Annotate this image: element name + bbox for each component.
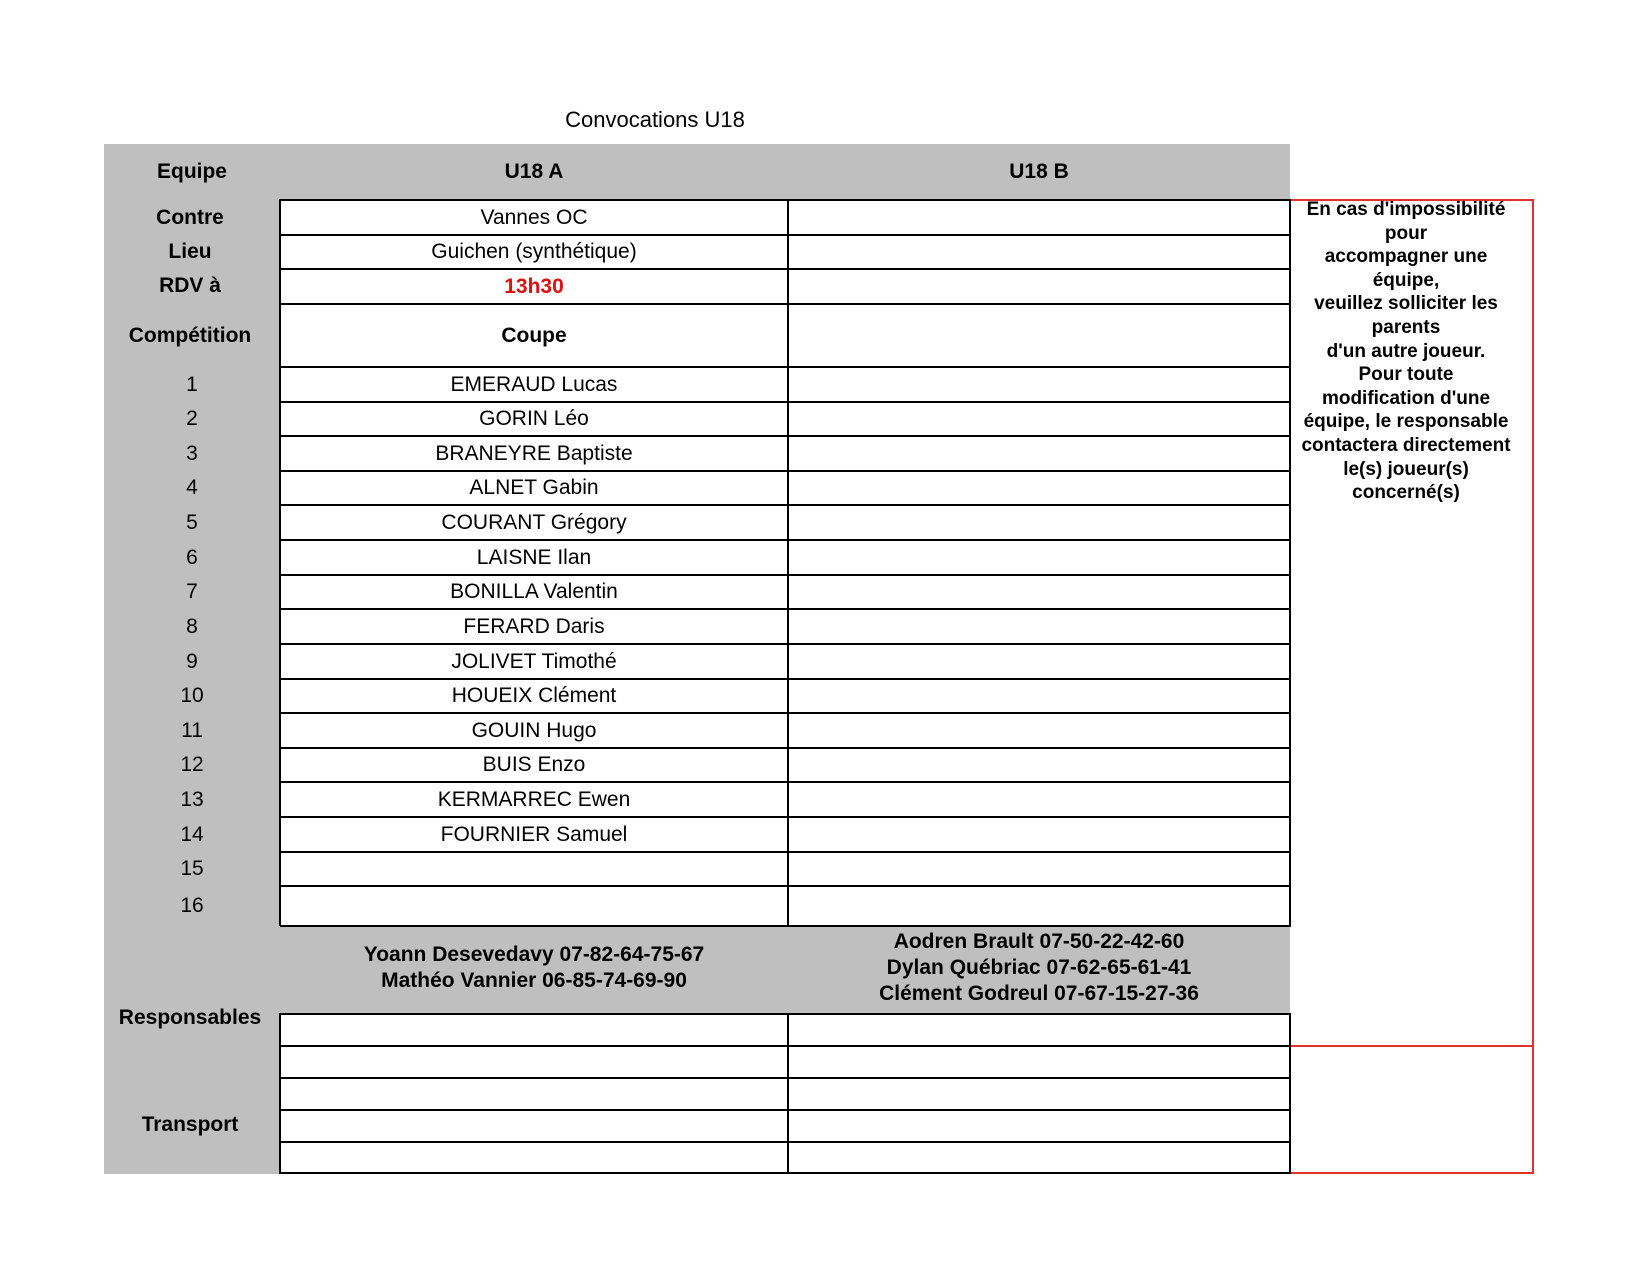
grid-line bbox=[279, 199, 281, 926]
player-team-a: GORIN Léo bbox=[479, 407, 589, 430]
grid-line bbox=[279, 1013, 281, 1174]
contre-team-b bbox=[788, 200, 1290, 235]
player-team-a: FOURNIER Samuel bbox=[440, 822, 628, 846]
responsable-contact: Mathéo Vannier 06-85-74-69-90 bbox=[381, 969, 687, 992]
player-team-a: ALNET Gabin bbox=[469, 476, 599, 499]
grid-line bbox=[280, 747, 1291, 749]
player-team-b bbox=[788, 748, 1290, 782]
note-line: équipe, bbox=[1372, 269, 1440, 291]
note-line: contactera directement bbox=[1301, 434, 1511, 456]
responsables-team-b bbox=[788, 929, 1290, 1007]
note-line: d'un autre joueur. bbox=[1326, 340, 1486, 362]
player-team-b bbox=[788, 817, 1290, 852]
player-number: 3 bbox=[186, 441, 198, 465]
grid-line bbox=[280, 234, 1291, 236]
lieu-team-a: Guichen (synthétique) bbox=[431, 240, 637, 263]
player-number: 16 bbox=[180, 894, 204, 917]
grid-line bbox=[280, 678, 1291, 680]
responsable-contact: Dylan Québriac 07-62-65-61-41 bbox=[886, 956, 1192, 979]
player-team-b bbox=[788, 679, 1290, 713]
note-line: accompagner une bbox=[1324, 246, 1488, 268]
info-note bbox=[1289, 198, 1523, 505]
competition-team-b bbox=[788, 304, 1290, 367]
grid-line bbox=[280, 1013, 1291, 1015]
responsable-contact: Aodren Brault 07-50-22-42-60 bbox=[893, 930, 1185, 953]
player-team-a bbox=[280, 886, 788, 926]
grid-line bbox=[280, 1141, 1291, 1143]
note-line: Pour toute bbox=[1358, 364, 1454, 386]
player-team-b bbox=[788, 540, 1290, 575]
grid-line bbox=[280, 574, 1291, 576]
player-team-b bbox=[788, 575, 1290, 609]
rdv-time-team-b bbox=[788, 269, 1290, 304]
grid-line bbox=[280, 1172, 1291, 1174]
header-equipe-label: Equipe bbox=[156, 160, 227, 183]
grid-line bbox=[280, 885, 1291, 887]
contre-team-a: Vannes OC bbox=[480, 205, 588, 229]
note-border-line bbox=[1532, 199, 1534, 1174]
grid-line bbox=[280, 470, 1291, 472]
grid-line bbox=[1289, 1013, 1291, 1174]
player-number: 7 bbox=[186, 580, 198, 603]
note-line: pour bbox=[1384, 222, 1428, 244]
note-line: parents bbox=[1371, 316, 1441, 338]
note-line: veuillez solliciter les bbox=[1314, 293, 1498, 315]
player-team-b bbox=[788, 782, 1290, 817]
player-team-b bbox=[788, 505, 1290, 540]
player-team-a: KERMARREC Ewen bbox=[437, 787, 631, 811]
grid-line bbox=[787, 1013, 789, 1174]
grid-line bbox=[280, 816, 1291, 818]
note-line: concerné(s) bbox=[1352, 482, 1460, 504]
player-number: 14 bbox=[180, 822, 204, 846]
grid-line bbox=[280, 851, 1291, 853]
responsables-team-a bbox=[280, 942, 788, 994]
page-title: Convocations U18 bbox=[565, 107, 745, 132]
player-team-a: BUIS Enzo bbox=[482, 753, 586, 776]
label-rdv: RDV à bbox=[159, 274, 221, 297]
label-transport: Transport bbox=[141, 1113, 239, 1136]
grid-line bbox=[280, 268, 1291, 270]
responsable-contact: Clément Godreul 07-67-15-27-36 bbox=[879, 982, 1199, 1005]
grid-line bbox=[280, 504, 1291, 506]
player-team-a bbox=[280, 852, 788, 886]
player-number: 12 bbox=[180, 753, 204, 776]
label-competition: Compétition bbox=[128, 324, 252, 347]
player-team-b bbox=[788, 713, 1290, 748]
rdv-time-team-a: 13h30 bbox=[504, 274, 564, 298]
player-number: 2 bbox=[186, 407, 198, 430]
player-number: 5 bbox=[186, 510, 198, 534]
player-number: 6 bbox=[186, 545, 198, 569]
player-number: 9 bbox=[186, 649, 198, 673]
note-border-line bbox=[1291, 1045, 1534, 1047]
player-team-a: JOLIVET Timothé bbox=[451, 649, 617, 673]
player-team-a: BRANEYRE Baptiste bbox=[435, 441, 633, 465]
header-team-b: U18 B bbox=[1009, 160, 1069, 183]
grid-line bbox=[280, 199, 1291, 201]
player-team-b bbox=[788, 367, 1290, 402]
player-number: 1 bbox=[186, 372, 198, 396]
grid-line bbox=[280, 1077, 1291, 1079]
grid-line bbox=[280, 712, 1291, 714]
player-team-b bbox=[788, 402, 1290, 436]
grid-line bbox=[280, 539, 1291, 541]
player-team-b bbox=[788, 852, 1290, 886]
note-line: équipe, le responsable bbox=[1303, 411, 1509, 433]
player-team-b bbox=[788, 644, 1290, 679]
player-number: 10 bbox=[180, 684, 204, 707]
player-number: 4 bbox=[186, 476, 198, 499]
player-team-a: LAISNE Ilan bbox=[476, 545, 592, 569]
grid-line bbox=[280, 435, 1291, 437]
player-number: 8 bbox=[186, 614, 198, 638]
player-team-b bbox=[788, 609, 1290, 644]
header-team-a: U18 A bbox=[504, 160, 564, 183]
player-team-a: GOUIN Hugo bbox=[471, 718, 597, 742]
player-team-b bbox=[788, 886, 1290, 926]
label-contre: Contre bbox=[156, 206, 224, 229]
note-border-line bbox=[1291, 1172, 1534, 1174]
grid-line bbox=[280, 608, 1291, 610]
player-team-b bbox=[788, 471, 1290, 505]
player-team-a: HOUEIX Clément bbox=[451, 684, 617, 707]
player-team-a: COURANT Grégory bbox=[441, 510, 627, 534]
note-line: En cas d'impossibilité bbox=[1306, 199, 1506, 220]
player-team-a: EMERAUD Lucas bbox=[450, 372, 618, 396]
grid-line bbox=[280, 781, 1291, 783]
grid-line bbox=[280, 925, 1291, 927]
grid-line bbox=[787, 199, 789, 926]
grid-line bbox=[280, 1109, 1291, 1111]
player-team-a: FERARD Daris bbox=[463, 614, 605, 638]
grid-line bbox=[280, 1045, 1291, 1047]
grid-line bbox=[280, 303, 1291, 305]
note-line: le(s) joueur(s) bbox=[1343, 458, 1469, 480]
player-team-a: BONILLA Valentin bbox=[450, 580, 618, 603]
grid-line bbox=[280, 366, 1291, 368]
player-number: 15 bbox=[180, 857, 204, 880]
label-responsables: Responsables bbox=[118, 1006, 262, 1029]
competition-team-a: Coupe bbox=[501, 323, 567, 347]
lieu-team-b bbox=[788, 235, 1290, 269]
player-number: 13 bbox=[180, 787, 204, 811]
note-line: modification d'une bbox=[1321, 387, 1491, 409]
grid-line bbox=[280, 401, 1291, 403]
grid-line bbox=[280, 643, 1291, 645]
player-team-b bbox=[788, 436, 1290, 471]
label-lieu: Lieu bbox=[168, 240, 212, 263]
responsable-contact: Yoann Desevedavy 07-82-64-75-67 bbox=[363, 943, 705, 966]
player-number: 11 bbox=[181, 718, 203, 742]
